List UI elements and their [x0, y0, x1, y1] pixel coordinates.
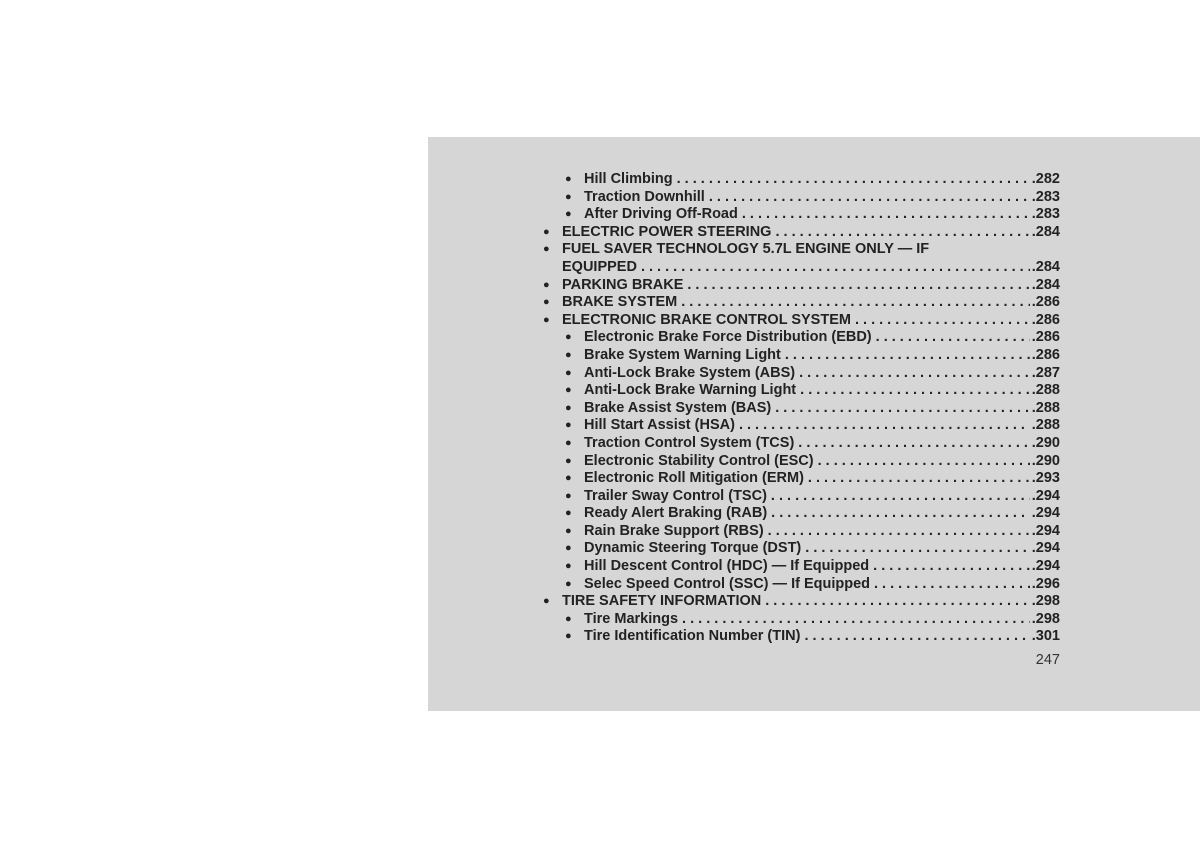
toc-entry-title: Hill Climbing	[584, 171, 673, 187]
toc-entry-title: ELECTRIC POWER STEERING	[562, 223, 772, 240]
toc-entry[interactable]	[543, 453, 1060, 471]
toc-entry-page: .286	[1031, 346, 1060, 363]
toc-entry[interactable]	[543, 241, 1060, 276]
bullet-icon: ●	[565, 366, 572, 379]
dot-leader	[870, 576, 1030, 594]
bullet-icon: ●	[543, 225, 550, 238]
toc-entry-title: Ready Alert Braking (RAB)	[584, 505, 768, 522]
bullet-icon: ●	[565, 331, 572, 344]
toc-entry[interactable]	[543, 435, 1060, 453]
dot-leader	[781, 347, 1030, 365]
toc-entry-title: Electronic Brake Force Distribution (EBD)	[584, 329, 872, 346]
toc-entry-title: Anti-Lock Brake Warning Light	[584, 382, 797, 399]
bullet-icon: ●	[565, 348, 572, 361]
dot-leader	[637, 259, 1030, 277]
dot-leader	[738, 206, 1030, 224]
bullet-icon: ●	[543, 595, 550, 608]
toc-entry-title: Hill Start Assist (HSA)	[584, 417, 735, 434]
bullet-icon: ●	[565, 454, 572, 467]
bullet-icon: ●	[565, 542, 572, 555]
dot-leader	[767, 505, 1030, 523]
toc-entry[interactable]	[543, 189, 1060, 207]
toc-entry[interactable]	[543, 312, 1060, 330]
bullet-icon: ●	[565, 472, 572, 485]
toc-entry[interactable]	[543, 470, 1060, 488]
toc-entry-title: Trailer Sway Control (TSC)	[584, 487, 767, 504]
toc-entry-page: .286	[1031, 329, 1060, 346]
toc-entry-title: Tire Markings	[584, 610, 679, 627]
toc-entry-title: After Driving Off-Road	[584, 206, 738, 223]
toc-entry-page: .301	[1031, 628, 1060, 645]
toc-entry[interactable]	[543, 171, 1060, 189]
toc-entry[interactable]	[543, 224, 1060, 242]
toc-entry-title: Traction Downhill	[584, 188, 705, 205]
bullet-icon: ●	[543, 243, 550, 256]
toc-entry-title: BRAKE SYSTEM	[562, 294, 678, 311]
dot-leader	[678, 611, 1030, 629]
bullet-icon: ●	[565, 419, 572, 432]
dot-leader	[872, 329, 1030, 347]
dot-leader	[794, 435, 1029, 453]
toc-entry-page: .294	[1031, 522, 1060, 539]
toc-entry-page: .294	[1031, 505, 1060, 522]
toc-entry-page: .282	[1031, 171, 1060, 187]
bullet-icon: ●	[565, 507, 572, 520]
toc-entry-page: .287	[1031, 364, 1060, 381]
dot-leader	[683, 277, 1029, 295]
bullet-icon: ●	[543, 313, 550, 326]
toc-entry-page: .290	[1031, 434, 1060, 451]
bullet-icon: ●	[565, 190, 572, 203]
bullet-icon: ●	[565, 436, 572, 449]
dot-leader	[869, 558, 1030, 576]
toc-entry[interactable]	[543, 365, 1060, 383]
toc-entry[interactable]	[543, 347, 1060, 365]
toc-entry-page: .284	[1031, 258, 1060, 275]
dot-leader	[796, 382, 1030, 400]
dot-leader	[735, 417, 1030, 435]
bullet-icon: ●	[565, 489, 572, 502]
dot-leader	[767, 488, 1030, 506]
toc-entry[interactable]	[543, 294, 1060, 312]
toc-entry-title: Traction Control System (TCS)	[584, 434, 795, 451]
dot-leader	[801, 540, 1030, 558]
toc-entry[interactable]	[543, 523, 1060, 541]
toc-entry-page: .294	[1031, 558, 1060, 575]
toc-entry-page: .288	[1031, 399, 1060, 416]
toc-entry-page: .298	[1031, 593, 1060, 610]
toc-entry-title: PARKING BRAKE	[562, 276, 684, 293]
toc-entry-page: .284	[1031, 276, 1060, 293]
toc-entry[interactable]	[543, 593, 1060, 611]
toc-entry-page: .284	[1031, 223, 1060, 240]
page-number: 247	[1035, 652, 1060, 668]
toc-entry[interactable]	[543, 558, 1060, 576]
toc-entry-title: Tire Identification Number (TIN)	[584, 628, 801, 645]
bullet-icon: ●	[565, 401, 572, 414]
toc-entry-title: Rain Brake Support (RBS)	[584, 522, 764, 539]
toc-entry-page: .286	[1031, 311, 1060, 328]
dot-leader	[764, 523, 1030, 541]
toc-entry-page: .286	[1031, 294, 1060, 311]
bullet-icon: ●	[543, 278, 550, 291]
toc-entry-title: Electronic Stability Control (ESC)	[584, 452, 814, 469]
toc-entry-page: .296	[1031, 575, 1060, 592]
toc-entry[interactable]	[543, 277, 1060, 295]
toc-entry-page: .283	[1031, 206, 1060, 223]
toc-entry-page: .294	[1031, 540, 1060, 557]
dot-leader	[705, 189, 1030, 207]
bullet-icon: ●	[565, 384, 572, 397]
bullet-icon: ●	[543, 296, 550, 309]
dot-leader	[851, 312, 1030, 330]
dot-leader	[800, 628, 1029, 646]
toc-entry-title: Brake Assist System (BAS)	[584, 399, 772, 416]
toc-entry-title: TIRE SAFETY INFORMATION	[562, 593, 762, 610]
toc-entry[interactable]	[543, 417, 1060, 435]
toc-entry-title: Hill Descent Control (HDC) — If Equipped	[584, 558, 870, 575]
toc-entry[interactable]	[543, 611, 1060, 629]
dot-leader	[761, 593, 1030, 611]
toc-entry[interactable]	[543, 400, 1060, 418]
toc-entry[interactable]	[543, 382, 1060, 400]
bullet-icon: ●	[565, 577, 572, 590]
dot-leader	[771, 224, 1029, 242]
toc-entry-page: .288	[1031, 382, 1060, 399]
toc-entry-title: Electronic Roll Mitigation (ERM)	[584, 470, 804, 487]
toc-entry[interactable]	[543, 206, 1060, 224]
toc-entry[interactable]	[543, 576, 1060, 594]
toc-entry[interactable]	[543, 628, 1060, 646]
dot-leader	[814, 453, 1030, 471]
toc-entry[interactable]	[543, 540, 1060, 558]
dot-leader	[673, 171, 1030, 189]
bullet-icon: ●	[565, 524, 572, 537]
toc-entry-title: ELECTRONIC BRAKE CONTROL SYSTEM	[562, 311, 851, 328]
table-of-contents	[543, 171, 1060, 646]
toc-entry-page: .294	[1031, 487, 1060, 504]
toc-entry-page: .288	[1031, 417, 1060, 434]
dot-leader	[804, 470, 1030, 488]
bullet-icon: ●	[565, 560, 572, 573]
toc-entry-title: Brake System Warning Light	[584, 346, 781, 363]
bullet-icon: ●	[565, 612, 572, 625]
toc-entry[interactable]	[543, 329, 1060, 347]
toc-entry-title: Selec Speed Control (SSC) — If Equipped	[584, 575, 870, 592]
bullet-icon: ●	[565, 173, 572, 185]
toc-entry-title: Anti-Lock Brake System (ABS)	[584, 364, 796, 381]
bullet-icon: ●	[565, 630, 572, 643]
toc-entry-page: .283	[1031, 188, 1060, 205]
toc-entry-page: .298	[1031, 610, 1060, 627]
toc-entry-page: .290	[1031, 452, 1060, 469]
bullet-icon: ●	[565, 208, 572, 221]
toc-entry[interactable]	[543, 488, 1060, 506]
toc-entry-title-line2: EQUIPPED	[562, 258, 637, 275]
toc-entry-title: Dynamic Steering Torque (DST)	[584, 540, 802, 557]
toc-entry-page: .293	[1031, 470, 1060, 487]
dot-leader	[677, 294, 1030, 312]
dot-leader	[795, 365, 1030, 383]
toc-entry[interactable]	[543, 505, 1060, 523]
dot-leader	[771, 400, 1030, 418]
toc-entry-title-line1: FUEL SAVER TECHNOLOGY 5.7L ENGINE ONLY — IF	[562, 241, 930, 258]
